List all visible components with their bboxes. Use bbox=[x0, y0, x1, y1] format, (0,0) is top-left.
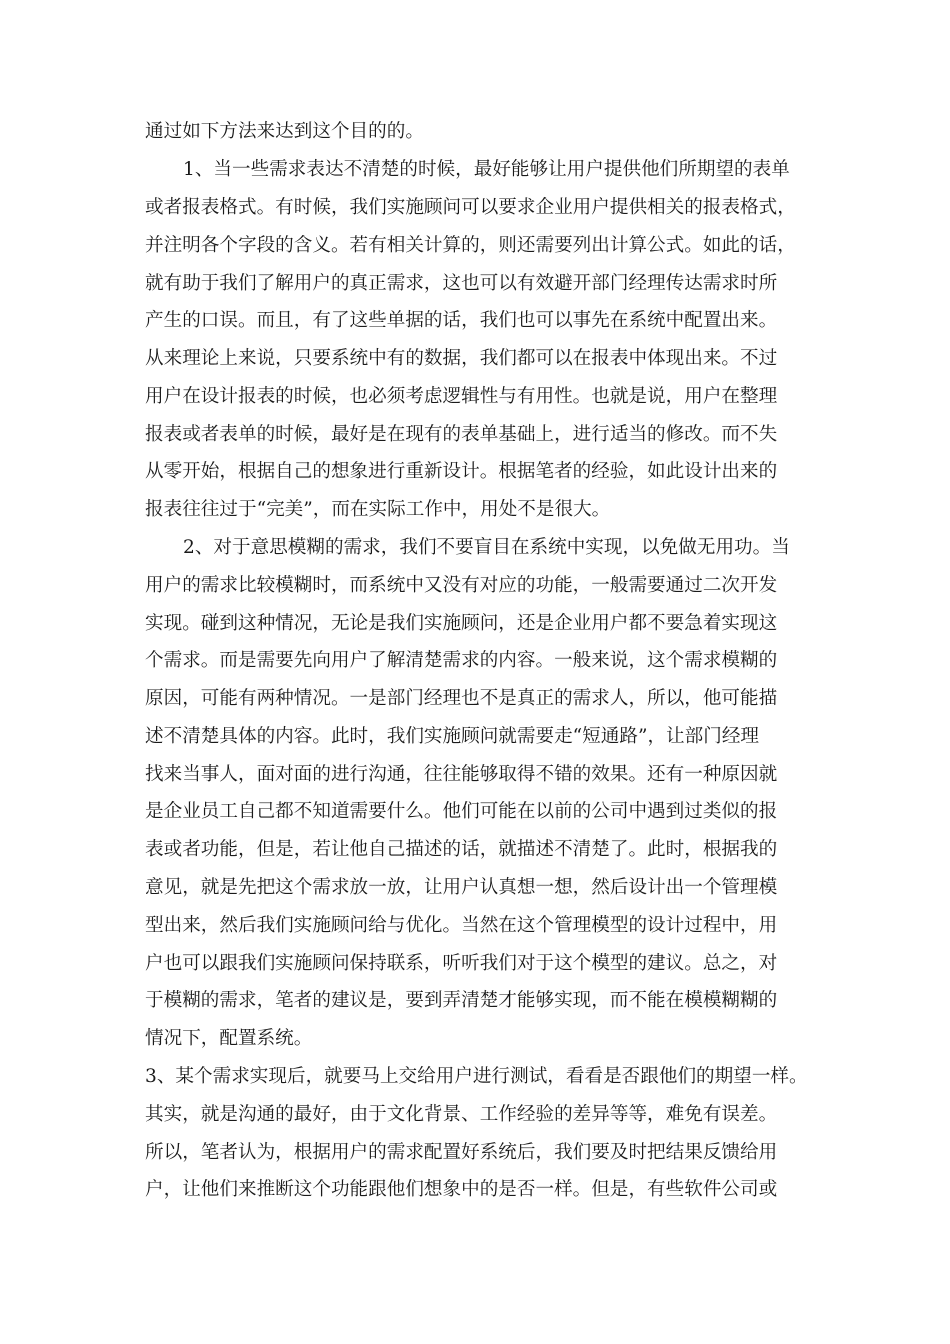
text-line: 通过如下方法来达到这个目的的。 bbox=[145, 121, 424, 142]
text-line: 找来当事人，面对面的进行沟通，往往能够取得不错的效果。还有一种原因就 bbox=[145, 764, 778, 785]
text-line: 型出来，然后我们实施顾问给与优化。当然在这个管理模型的设计过程中，用 bbox=[145, 915, 778, 936]
text-line: 是企业员工自己都不知道需要什么。他们可能在以前的公司中遇到过类似的报 bbox=[145, 801, 778, 822]
text-line: 用户的需求比较模糊时，而系统中又没有对应的功能，一般需要通过二次开发 bbox=[145, 575, 778, 596]
text-line: 情况下，配置系统。 bbox=[145, 1028, 313, 1049]
text-line: 1、当一些需求表达不清楚的时候，最好能够让用户提供他们所期望的表单 bbox=[183, 159, 790, 180]
text-line: 实现。碰到这种情况，无论是我们实施顾问，还是企业用户都不要急着实现这 bbox=[145, 613, 778, 634]
text-line: 个需求。而是需要先向用户了解清楚需求的内容。一般来说，这个需求模糊的 bbox=[145, 650, 778, 671]
text-line: 意见，就是先把这个需求放一放，让用户认真想一想，然后设计出一个管理模 bbox=[145, 877, 778, 898]
text-line: 报表往往过于“完美”，而在实际工作中，用处不是很大。 bbox=[145, 499, 611, 520]
text-line: 户也可以跟我们实施顾问保持联系，听听我们对于这个模型的建议。总之，对 bbox=[145, 953, 778, 974]
text-line: 3、某个需求实现后，就要马上交给用户进行测试，看看是否跟他们的期望一样。 bbox=[145, 1066, 808, 1087]
text-line: 并注明各个字段的含义。若有相关计算的，则还需要列出计算公式。如此的话， bbox=[145, 235, 796, 256]
text-line: 产生的口误。而且，有了这些单据的话，我们也可以事先在系统中配置出来。 bbox=[145, 310, 778, 331]
text-line: 所以，笔者认为，根据用户的需求配置好系统后，我们要及时把结果反馈给用 bbox=[145, 1142, 778, 1163]
text-line: 或者报表格式。有时候，我们实施顾问可以要求企业用户提供相关的报表格式， bbox=[145, 197, 796, 218]
text-line: 户，让他们来推断这个功能跟他们想象中的是否一样。但是，有些软件公司或 bbox=[145, 1179, 778, 1200]
text-line: 原因，可能有两种情况。一是部门经理也不是真正的需求人，所以，他可能描 bbox=[145, 688, 778, 709]
text-line: 用户在设计报表的时候，也必须考虑逻辑性与有用性。也就是说，用户在整理 bbox=[145, 386, 778, 407]
text-line: 述不清楚具体的内容。此时，我们实施顾问就需要走“短通路”，让部门经理 bbox=[145, 726, 760, 747]
text-line: 从零开始，根据自己的想象进行重新设计。根据笔者的经验，如此设计出来的 bbox=[145, 461, 778, 482]
text-line: 报表或者表单的时候，最好是在现有的表单基础上，进行适当的修改。而不失 bbox=[145, 424, 778, 445]
text-line: 就有助于我们了解用户的真正需求，这也可以有效避开部门经理传达需求时所 bbox=[145, 273, 778, 294]
text-line: 表或者功能，但是，若让他自己描述的话，就描述不清楚了。此时，根据我的 bbox=[145, 839, 778, 860]
text-line: 从来理论上来说，只要系统中有的数据，我们都可以在报表中体现出来。不过 bbox=[145, 348, 778, 369]
text-line: 2、对于意思模糊的需求，我们不要盲目在系统中实现，以免做无用功。当 bbox=[183, 537, 790, 558]
text-line: 于模糊的需求，笔者的建议是，要到弄清楚才能够实现，而不能在模模糊糊的 bbox=[145, 990, 778, 1011]
text-line: 其实，就是沟通的最好，由于文化背景、工作经验的差异等等，难免有误差。 bbox=[145, 1104, 778, 1125]
